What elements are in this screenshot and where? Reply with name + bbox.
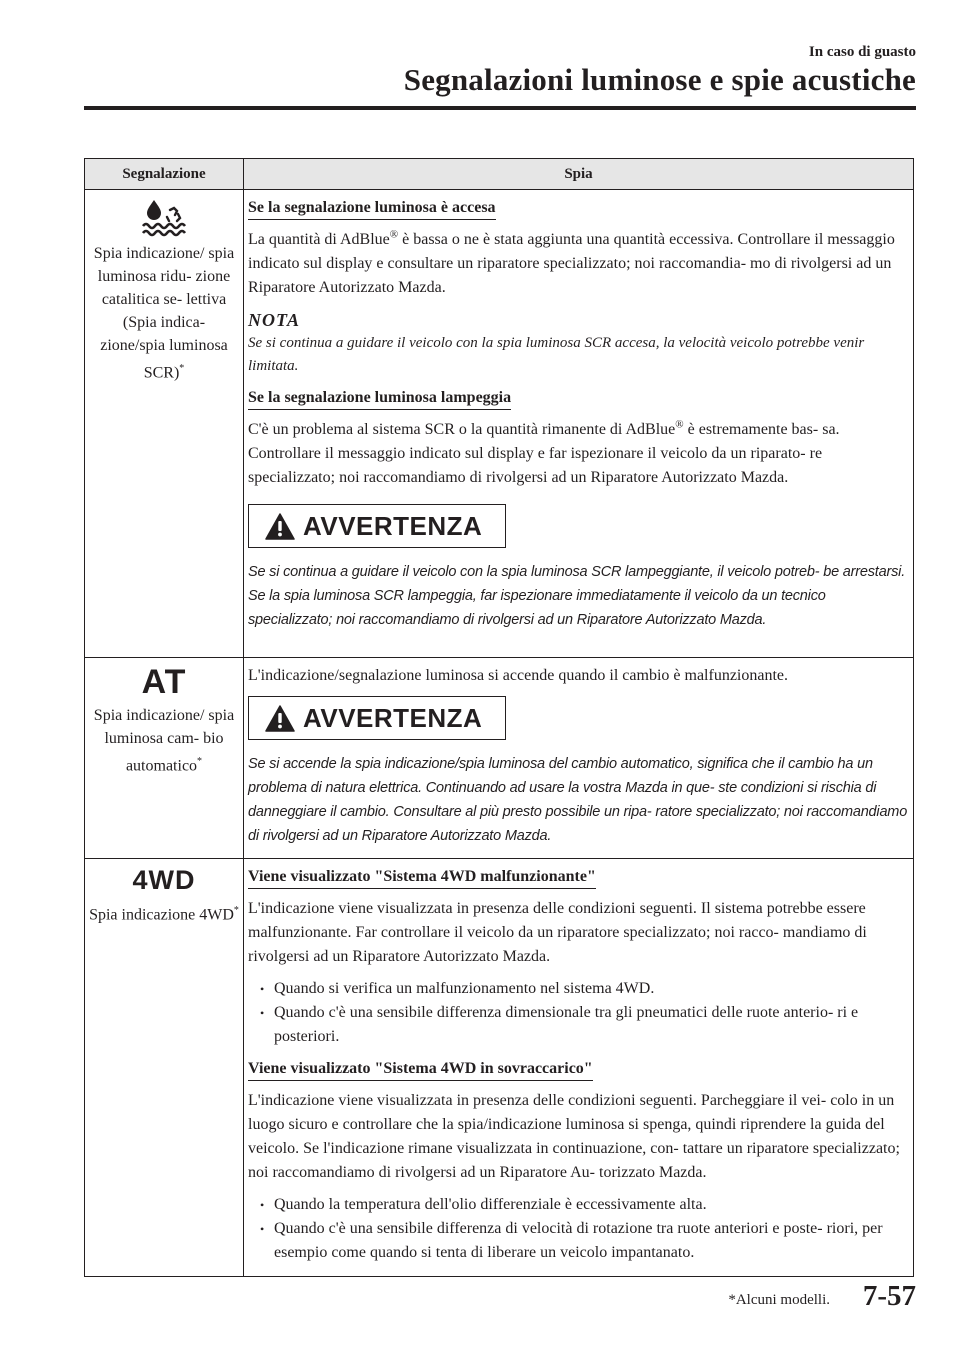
column-header-light: Spia: [244, 159, 914, 190]
paragraph: L'indicazione viene visualizzata in presenza delle condizioni seguenti. Parcheggiare il vei- colo in un luogo sicuro e controllare che la spia/indicazione luminosa si spenga, quindi riprendere la guida del veicolo. Se l'indicazione rimane visualizzata in continuazione, con- tattare un riparatore specializzato; noi raccomandiamo di rivolgersi ad un Riparatore Au- torizzato Mazda.: [248, 1092, 900, 1181]
signal-label: Spia indicazione/ spia luminosa cam- bio automatico*: [93, 707, 235, 775]
page-number: 7-57: [862, 1280, 916, 1312]
table-row: [85, 190, 914, 658]
signal-cell: [85, 658, 244, 859]
section-label: In caso di guasto: [808, 44, 916, 60]
subheading: Se la segnalazione luminosa lampeggia: [248, 388, 511, 410]
at-indicator-icon: AT: [141, 663, 187, 701]
table-row: [85, 658, 914, 859]
subheading: Se la segnalazione luminosa è accesa: [248, 198, 496, 220]
warning-text: Se si continua a guidare il veicolo con la spia luminosa SCR lampeggiante, il veicolo potreb- be arrestarsi. Se la spia luminosa SCR lampeggia, far ispezionare immediatamente il veicolo da un tecnico specializzato; noi raccomandiamo di rivolgersi ad un Riparatore Autorizzato Mazda.: [248, 564, 906, 628]
bullet-list: [248, 977, 909, 1049]
bullet-list: [248, 1193, 909, 1265]
4wd-indicator-icon: 4WD: [132, 865, 196, 895]
signal-label: Spia indicazione/ spia luminosa ridu- zione catalitica se- lettiva (Spia indica- zione/spia luminosa SCR)*: [93, 245, 235, 382]
paragraph: L'indicazione/segnalazione luminosa si accende quando il cambio è malfunzionante.: [248, 667, 789, 684]
paragraph: La quantità di AdBlue® è bassa o ne è stata aggiunta una quantità eccessiva. Controllare il messaggio indicato sul display e consultare un riparatore specializzato; noi raccomandia- mo di rivolgersi ad un Riparatore Autorizzato Mazda.: [248, 228, 895, 296]
note-heading: NOTA: [248, 310, 301, 330]
paragraph: C'è un problema al sistema SCR o la quantità rimanente di AdBlue® è estremamente bas- sa. Controllare il messaggio indicato sul display e far ispezionare il veicolo da un riparato- re specializzato; noi raccomandiamo di rivolgersi ad un Riparatore Autorizzato Mazda.: [248, 418, 840, 486]
list-item: • Quando la temperatura dell'olio differenziale è eccessivamente alta.: [260, 1193, 909, 1217]
subheading: Viene visualizzato "Sistema 4WD in sovraccarico": [248, 1059, 593, 1081]
description-cell: [244, 658, 914, 859]
list-item: • Quando si verifica un malfunzionamento nel sistema 4WD.: [260, 977, 909, 1001]
table-row: [85, 859, 914, 1277]
warning-triangle-icon: [265, 513, 295, 540]
column-header-signal: Segnalazione: [85, 159, 244, 190]
warning-triangle-icon: [265, 705, 295, 732]
header-rule: [84, 106, 916, 110]
list-item: • Quando c'è una sensibile differenza di velocità di rotazione tra ruote anteriori e poste- riori, per esempio come quando si tenta di liberare un veicolo impantanato.: [260, 1217, 909, 1265]
warning-lights-table: [84, 158, 914, 1277]
warning-text: Se si accende la spia indicazione/spia luminosa del cambio automatico, significa che il cambio ha un problema di natura elettrica. Continuando ad usare la vostra Mazda in que- ste condizioni si rischia di danneggiare il cambio. Consultare al più presto possibile un ripa- ratore specializzato; noi raccomandiamo di rivolgersi ad un Riparatore Autorizzato Mazda.: [248, 756, 908, 844]
signal-label: Spia indicazione 4WD*: [89, 905, 239, 924]
description-cell: [244, 859, 914, 1277]
adblue-scr-warning-icon: [140, 196, 188, 238]
warning-box: [248, 696, 506, 740]
subheading: Viene visualizzato "Sistema 4WD malfunzionante": [248, 867, 596, 889]
warning-label: AVVERTENZA: [303, 703, 483, 733]
paragraph: L'indicazione viene visualizzata in presenza delle condizioni seguenti. Il sistema potrebbe essere malfunzionante. Far controllare il veicolo da un riparatore specializzato; noi racco- mandiamo di rivolgersi ad un Riparatore Autorizzato Mazda.: [248, 900, 867, 965]
description-cell: [244, 190, 914, 658]
table-header: [85, 159, 914, 190]
footnote: *Alcuni modelli.: [728, 1292, 830, 1308]
signal-cell: [85, 859, 244, 1277]
signal-cell: [85, 190, 244, 658]
list-item: • Quando c'è una sensibile differenza dimensionale tra gli pneumatici delle ruote anterio- ri e posteriori.: [260, 1001, 909, 1049]
note-text: Se si continua a guidare il veicolo con la spia luminosa SCR accesa, la velocità veicolo potrebbe venir limitata.: [248, 335, 865, 374]
warning-label: AVVERTENZA: [303, 511, 483, 541]
warning-box: [248, 504, 506, 548]
page-title: Segnalazioni luminose e spie acustiche: [403, 62, 916, 97]
